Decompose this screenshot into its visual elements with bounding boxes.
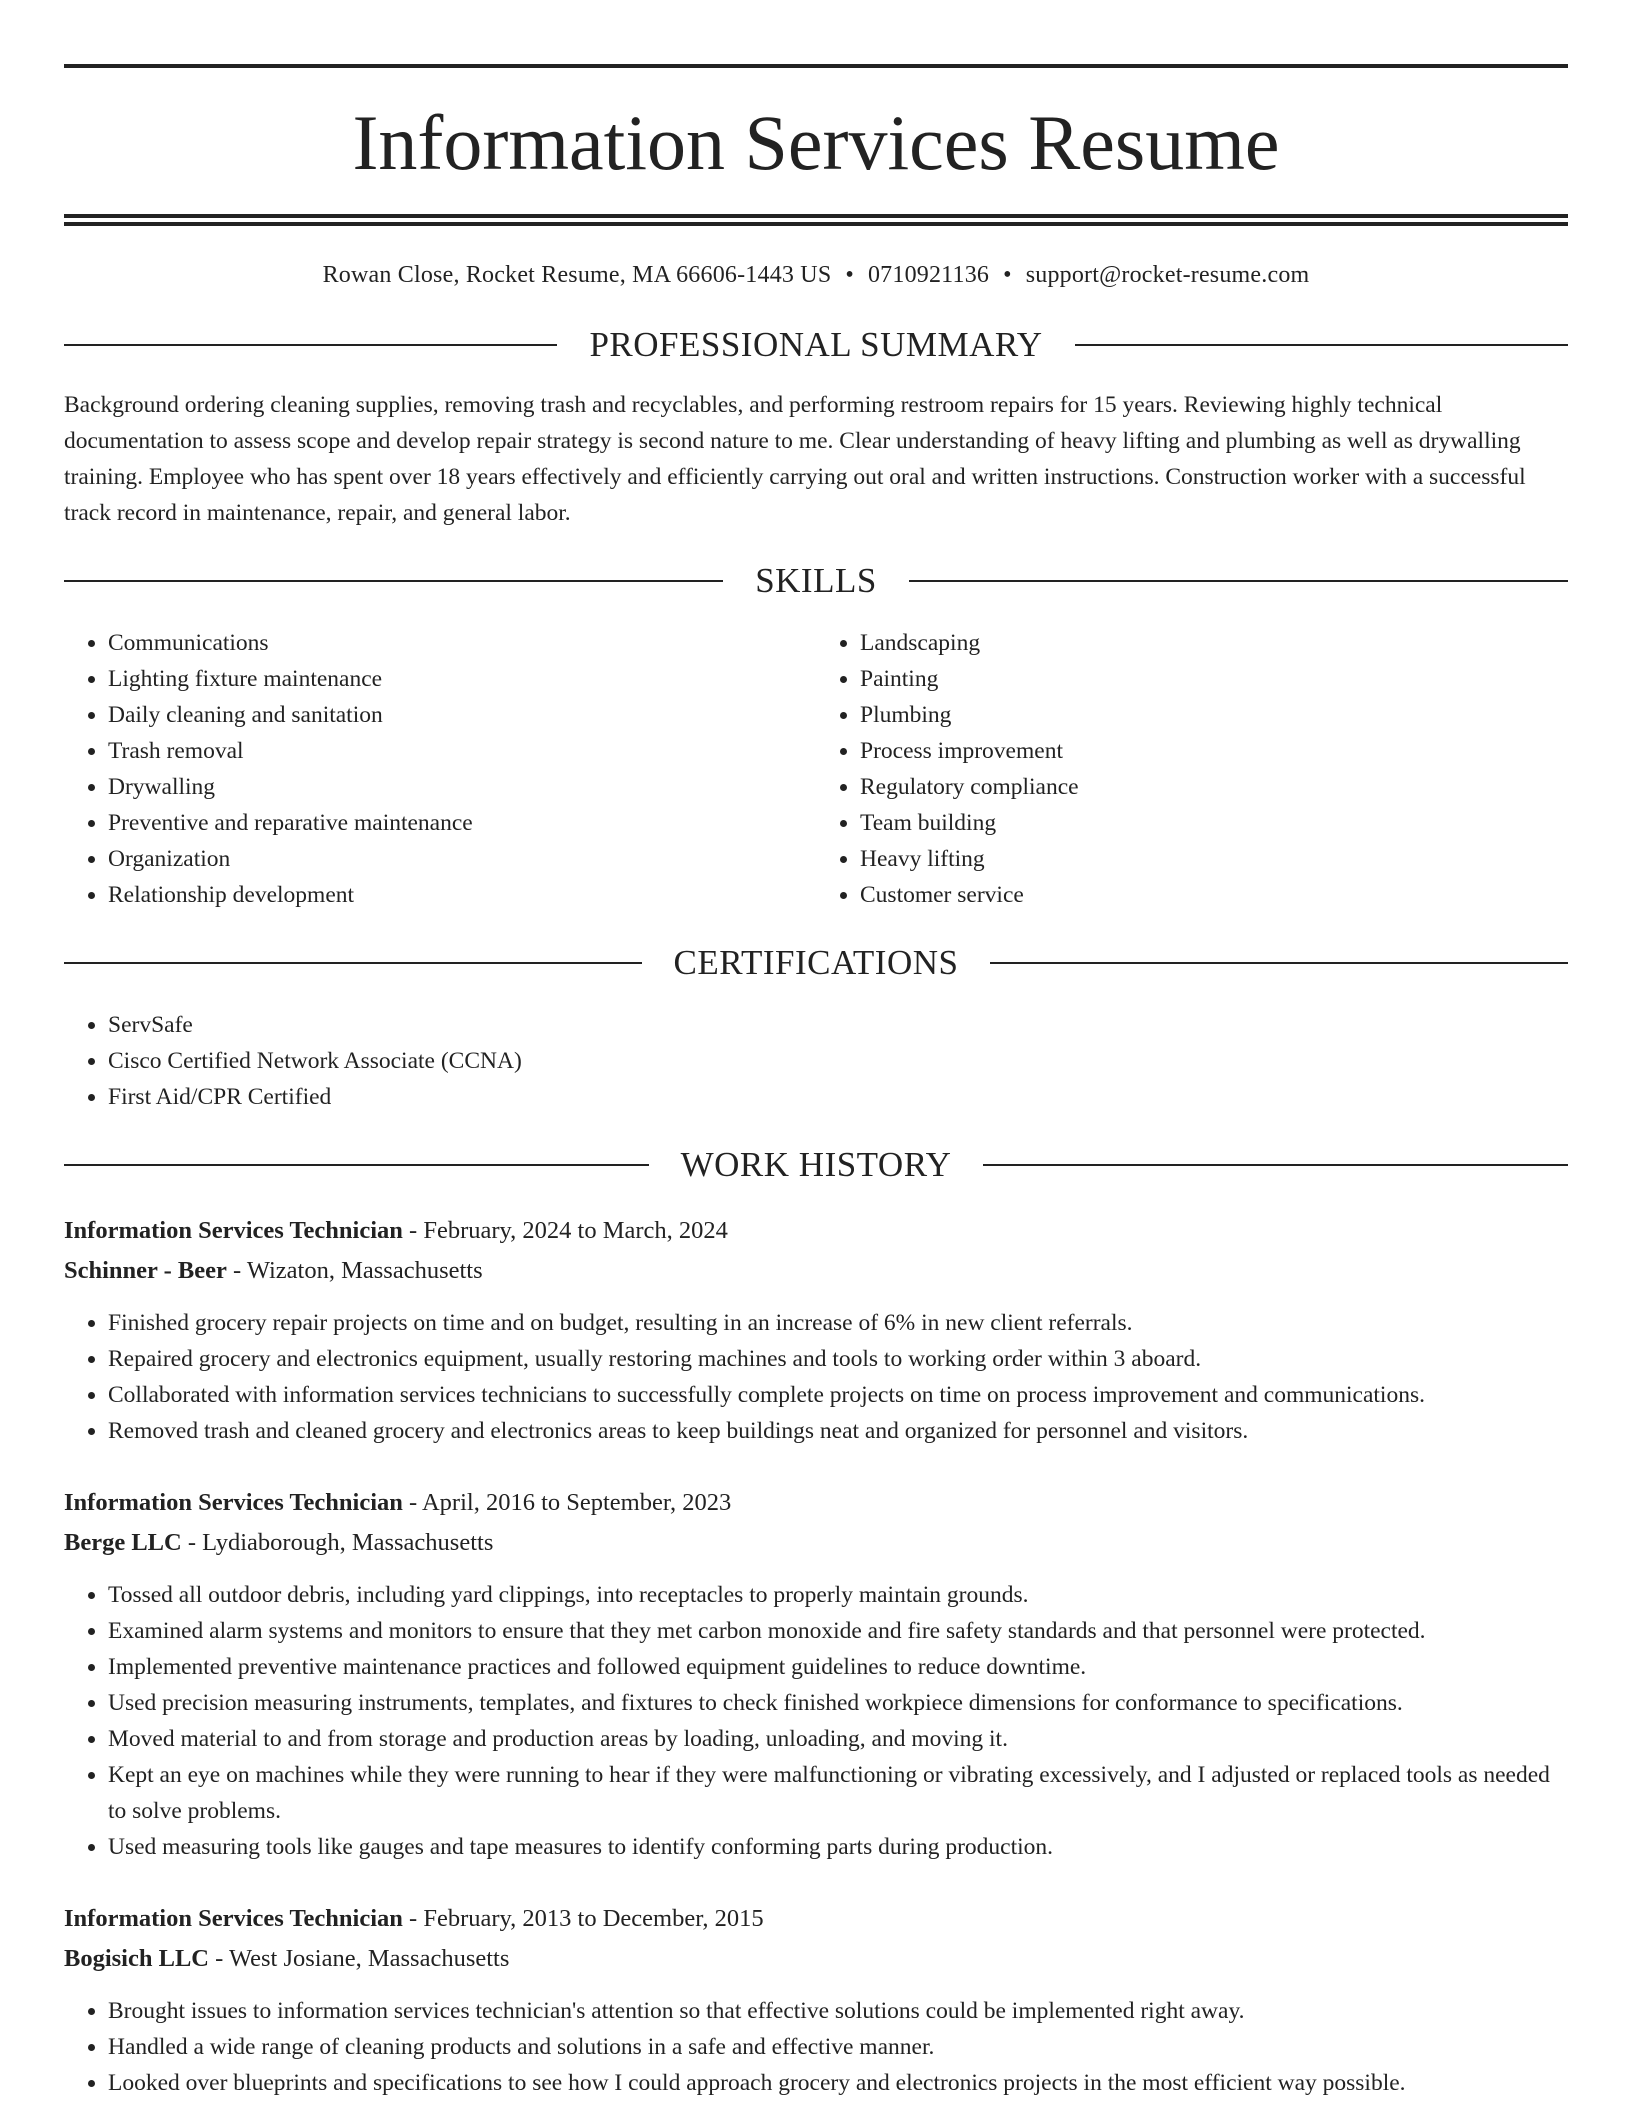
skill-item: • Landscaping	[860, 625, 1568, 661]
job-company: Schinner - Beer	[64, 1257, 227, 1284]
work-history-heading	[64, 1145, 1568, 1185]
job-bullets	[64, 1577, 1568, 1865]
job-bullet: • Moved material to and from storage and production areas by loading, unloading, and moving it.	[108, 1721, 1568, 1757]
job-title: Information Services Technician	[64, 1905, 403, 1932]
skill-item: • Team building	[860, 805, 1568, 841]
heading-rule-right	[990, 962, 1568, 964]
heading-rule-left	[64, 344, 557, 346]
contact-separator: •	[845, 262, 854, 288]
heading-rule-left	[64, 962, 642, 964]
summary-heading-label: PROFESSIONAL SUMMARY	[589, 325, 1043, 364]
skills-heading	[64, 561, 1568, 601]
job-bullet: • Removed trash and cleaned grocery and electronics areas to keep buildings neat and organized for personnel and visitors.	[108, 1413, 1568, 1449]
resume-page	[64, 64, 1568, 2101]
job-bullet: • Repaired grocery and electronics equipment, usually restoring machines and tools to working order within 3 aboard.	[108, 1341, 1568, 1377]
job-company-line	[64, 1939, 1568, 1979]
summary-heading	[64, 325, 1568, 365]
job-bullet: • Tossed all outdoor debris, including yard clippings, into receptacles to properly maintain grounds.	[108, 1577, 1568, 1613]
skill-item: • Preventive and reparative maintenance	[108, 805, 816, 841]
job-entry	[64, 1899, 1568, 2101]
job-bullet: • Examined alarm systems and monitors to ensure that they met carbon monoxide and fire safety standards and that personnel were protected.	[108, 1613, 1568, 1649]
skill-item: • Process improvement	[860, 733, 1568, 769]
contact-address: Rowan Close, Rocket Resume, MA 66606-1443 US	[322, 262, 832, 288]
job-company: Berge LLC	[64, 1529, 182, 1556]
heading-rule-right	[909, 580, 1568, 582]
job-entry	[64, 1483, 1568, 1865]
job-title: Information Services Technician	[64, 1217, 403, 1244]
skill-item: • Plumbing	[860, 697, 1568, 733]
heading-rule-left	[64, 580, 723, 582]
job-dates: - February, 2024 to March, 2024	[402, 1217, 728, 1244]
skill-item: • Organization	[108, 841, 816, 877]
contact-line	[64, 262, 1568, 289]
job-title-line	[64, 1899, 1568, 1939]
job-dates: - April, 2016 to September, 2023	[402, 1489, 732, 1516]
skills-right-column	[816, 625, 1568, 913]
job-bullet: • Looked over blueprints and specifications to see how I could approach grocery and electronics projects in the most efficient way possible.	[108, 2065, 1568, 2101]
job-entry	[64, 1211, 1568, 1449]
contact-separator: •	[1003, 262, 1012, 288]
job-location: - Lydiaborough, Massachusetts	[181, 1529, 494, 1556]
job-bullet: • Brought issues to information services technician's attention so that effective solutions could be implemented right away.	[108, 1993, 1568, 2029]
job-company-line	[64, 1251, 1568, 1291]
certification-item: • ServSafe	[108, 1007, 1568, 1043]
title-double-rule	[64, 214, 1568, 226]
job-bullet: • Handled a wide range of cleaning products and solutions in a safe and effective manner.	[108, 2029, 1568, 2065]
resume-title: Information Services Resume	[352, 99, 1280, 186]
certifications-heading-label: CERTIFICATIONS	[673, 943, 959, 982]
certifications-list	[64, 1007, 1568, 1115]
job-bullet: • Collaborated with information services technicians to successfully complete projects on time on process improvement and communications.	[108, 1377, 1568, 1413]
job-bullet: • Used measuring tools like gauges and tape measures to identify conforming parts during production.	[108, 1829, 1568, 1865]
certifications-heading	[64, 943, 1568, 983]
job-location: - Wizaton, Massachusetts	[226, 1257, 483, 1284]
job-bullet: • Used precision measuring instruments, templates, and fixtures to check finished workpiece dimensions for conformance to specifications.	[108, 1685, 1568, 1721]
job-title-line	[64, 1483, 1568, 1523]
job-dates: - February, 2013 to December, 2015	[402, 1905, 764, 1932]
skills-list	[64, 625, 1568, 913]
job-company-line	[64, 1523, 1568, 1563]
job-bullet: • Finished grocery repair projects on time and on budget, resulting in an increase of 6% in new client referrals.	[108, 1305, 1568, 1341]
job-bullets	[64, 1305, 1568, 1449]
skills-left-column	[64, 625, 816, 913]
contact-phone: 0710921136	[867, 262, 990, 288]
skill-item: • Communications	[108, 625, 816, 661]
job-company: Bogisich LLC	[64, 1945, 209, 1972]
job-bullet: • Kept an eye on machines while they were running to hear if they were malfunctioning or vibrating excessively, and I adjusted or replaced tools as needed to solve problems.	[108, 1757, 1568, 1829]
heading-rule-right	[983, 1164, 1568, 1166]
skill-item: • Regulatory compliance	[860, 769, 1568, 805]
certification-item: • First Aid/CPR Certified	[108, 1079, 1568, 1115]
certification-item: • Cisco Certified Network Associate (CCNA)	[108, 1043, 1568, 1079]
skill-item: • Drywalling	[108, 769, 816, 805]
job-bullet: • Implemented preventive maintenance practices and followed equipment guidelines to reduce downtime.	[108, 1649, 1568, 1685]
skill-item: • Trash removal	[108, 733, 816, 769]
job-location: - West Josiane, Massachusetts	[209, 1945, 510, 1972]
heading-rule-left	[64, 1164, 649, 1166]
skill-item: • Daily cleaning and sanitation	[108, 697, 816, 733]
job-title-line	[64, 1211, 1568, 1251]
skill-item: • Relationship development	[108, 877, 816, 913]
job-title: Information Services Technician	[64, 1489, 403, 1516]
skill-item: • Painting	[860, 661, 1568, 697]
top-rule	[64, 64, 1568, 68]
job-bullets	[64, 1993, 1568, 2101]
skill-item: • Customer service	[860, 877, 1568, 913]
skill-item: • Heavy lifting	[860, 841, 1568, 877]
contact-email: support@rocket-resume.com	[1025, 262, 1310, 288]
summary-text: Background ordering cleaning supplies, removing trash and recyclables, and performing restroom repairs for 15 years. Reviewing highly technical documentation to assess scope and develop repair strategy is second nature to me. Clear understanding of heavy lifting and plumbing as well as drywalling training. Employee who has spent over 18 years effectively and efficiently carrying out oral and written instructions. Construction worker with a successful track record in maintenance, repair, and general labor.	[64, 392, 1526, 526]
skill-item: • Lighting fixture maintenance	[108, 661, 816, 697]
heading-rule-right	[1075, 344, 1568, 346]
skills-heading-label: SKILLS	[755, 561, 877, 600]
work-history-heading-label: WORK HISTORY	[680, 1145, 952, 1184]
